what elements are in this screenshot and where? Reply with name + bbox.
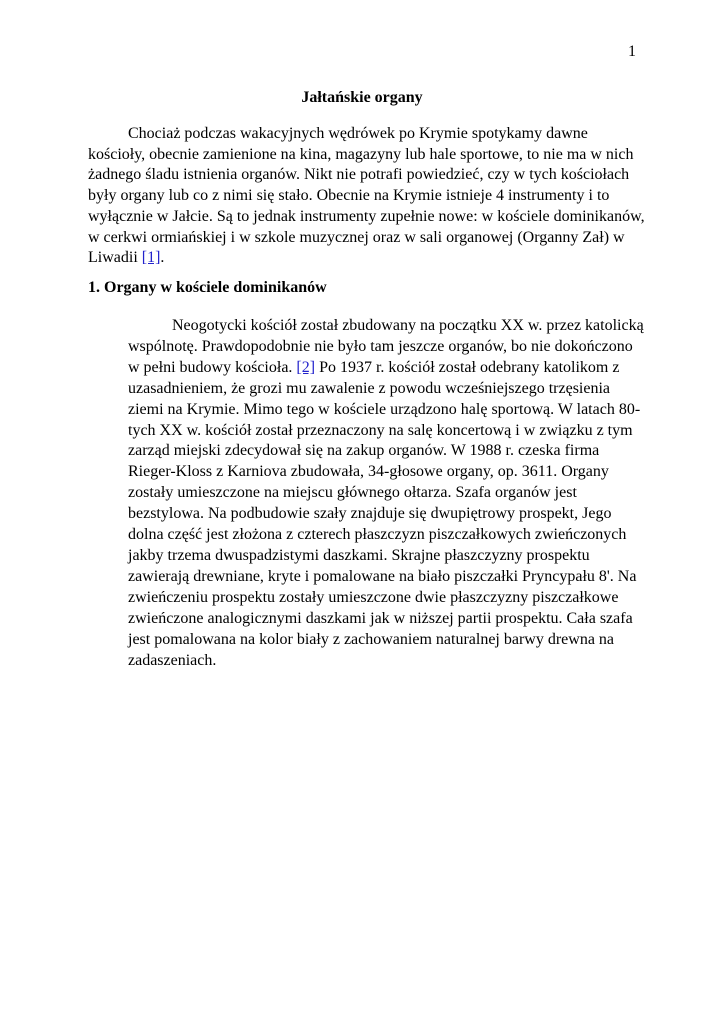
- section-heading: 1. Organy w kościele dominikanów: [88, 279, 327, 296]
- page-number: 1: [628, 43, 636, 60]
- footnote-link-1[interactable]: [1]: [141, 249, 161, 267]
- section-text-continued: Po 1937 r. kościół został odebrany katolikom z uzasadnieniem, że grozi mu zawalenie z powodu wcześniejszego trzęsienia ziemi na Krymie. Mimo tego w kościele urządzono halę sportową. W latach 80-tych XX w. kościół został przeznaczony na salę koncertową i w związku z tym zarząd miejski zdecydował się na zakup organów. W 1988 r. czeska firma Rieger-Kloss z Karniova zbudowała, 34-głosowe organy, op. 3611. Organy zostały umieszczone na miejscu głównego ołtarza. Szafa organów jest bezstylowa. Na podbudowie szały znajduje się dwupiętrowy prospekt, Jego dolna część jest złożona z czterech płaszczyzn piszczałkowych zwieńczonych jakby trzema dwuspadzistymi daszkami. Skrajne płaszczyzny prospektu zawierają drewniane, kryte i pomalowane na biało piszczałki Pryncypału 8'. Na zwieńczeniu prospektu zostały umieszczone dwie płaszczyzny piszczałkowe zwieńczone analogicznymi daszkami jak w niższej partii prospektu. Cała szafa jest pomalowana na kolor biały z zachowaniem naturalnej barwy drewna na zadaszeniach.: [128, 358, 641, 669]
- footnote-link-2[interactable]: [2]: [296, 358, 316, 376]
- section-paragraph: [128, 316, 648, 671]
- intro-paragraph: [88, 124, 648, 269]
- section-text: Neogotycki kościół został zbudowany na początku XX w. przez katolicką wspólnotę. Prawdopodobnie nie było tam jeszcze organów, bo nie dokończono w pełni budowy kościoła.: [128, 317, 644, 376]
- intro-text: Chociaż podczas wakacyjnych wędrówek po Krymie spotykamy dawne kościoły, obecnie zamienione na kina, magazyny lub hale sportowe, to nie ma w nich żadnego śladu istnienia organów. Nikt nie potrafi powiedzieć, czy w tych kościołach były organy lub co z nimi się stało. Obecnie na Krymie istnieje 4 instrumenty i to wyłącznie w Jałcie. Są to jednak instrumenty zupełnie nowe: w kościele dominikanów, w cerkwi ormiańskiej i w szkole muzycznej oraz w sali organowej (Organny Zał) w Liwadii: [88, 125, 645, 267]
- document-title: Jałtańskie organy: [301, 89, 423, 106]
- intro-text-end: .: [160, 249, 165, 267]
